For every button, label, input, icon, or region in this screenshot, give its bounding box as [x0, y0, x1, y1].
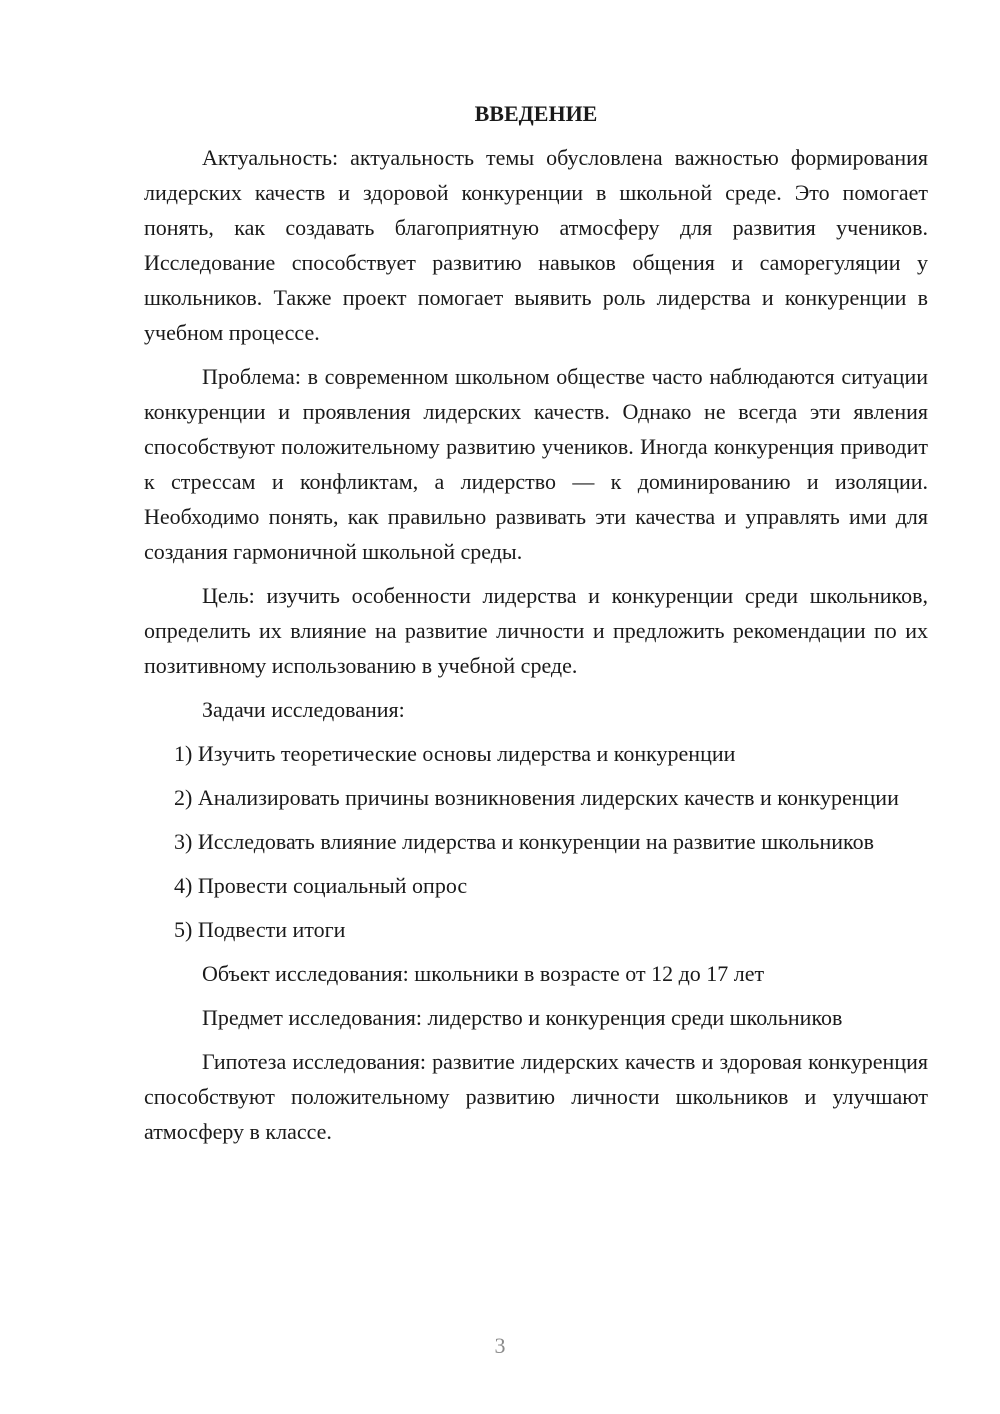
goal-paragraph: Цель: изучить особенности лидерства и конкуренции среди школьников, определить их влияние на развитие личности и предложить рекомендации по их позитивному использованию в учебной среде. — [144, 583, 928, 678]
task-item-5: 5) Подвести итоги — [174, 917, 346, 942]
task-item-1: 1) Изучить теоретические основы лидерства и конкуренции — [174, 741, 736, 766]
relevance-paragraph: Актуальность: актуальность темы обусловлена важностью формирования лидерских качеств и здоровой конкуренции в школьной среде. Это помогает понять, как создавать благоприятную атмосферу для развития учеников. Исследование способствует развитию навыков общения и саморегуляции у школьников. Также проект помогает выявить роль лидерства и конкуренции в учебном процессе. — [144, 145, 928, 345]
task-item-4: 4) Провести социальный опрос — [174, 873, 468, 898]
hypothesis-paragraph: Гипотеза исследования: развитие лидерских качеств и здоровая конкуренция способствуют положительному развитию личности школьников и улучшают атмосферу в классе. — [144, 1049, 928, 1144]
task-item-2: 2) Анализировать причины возникновения лидерских качеств и конкуренции — [174, 785, 899, 810]
tasks-heading: Задачи исследования: — [202, 697, 405, 722]
object-paragraph: Объект исследования: школьники в возрасте от 12 до 17 лет — [202, 961, 765, 986]
subject-paragraph: Предмет исследования: лидерство и конкуренция среди школьников — [202, 1005, 843, 1030]
problem-paragraph: Проблема: в современном школьном обществе часто наблюдаются ситуации конкуренции и проявления лидерских качеств. Однако не всегда эти явления способствуют положительному развитию учеников. Иногда конкуренция приводит к стрессам и конфликтам, а лидерство — к доминированию и изоляции. Необходимо понять, как правильно развивать эти качества и управлять ими для создания гармоничной школьной среды. — [144, 364, 928, 564]
document-page — [144, 96, 928, 1158]
task-item-3: 3) Исследовать влияние лидерства и конкуренции на развитие школьников — [174, 829, 874, 854]
page-number: 3 — [494, 1333, 506, 1358]
section-title: ВВЕДЕНИЕ — [474, 101, 598, 126]
